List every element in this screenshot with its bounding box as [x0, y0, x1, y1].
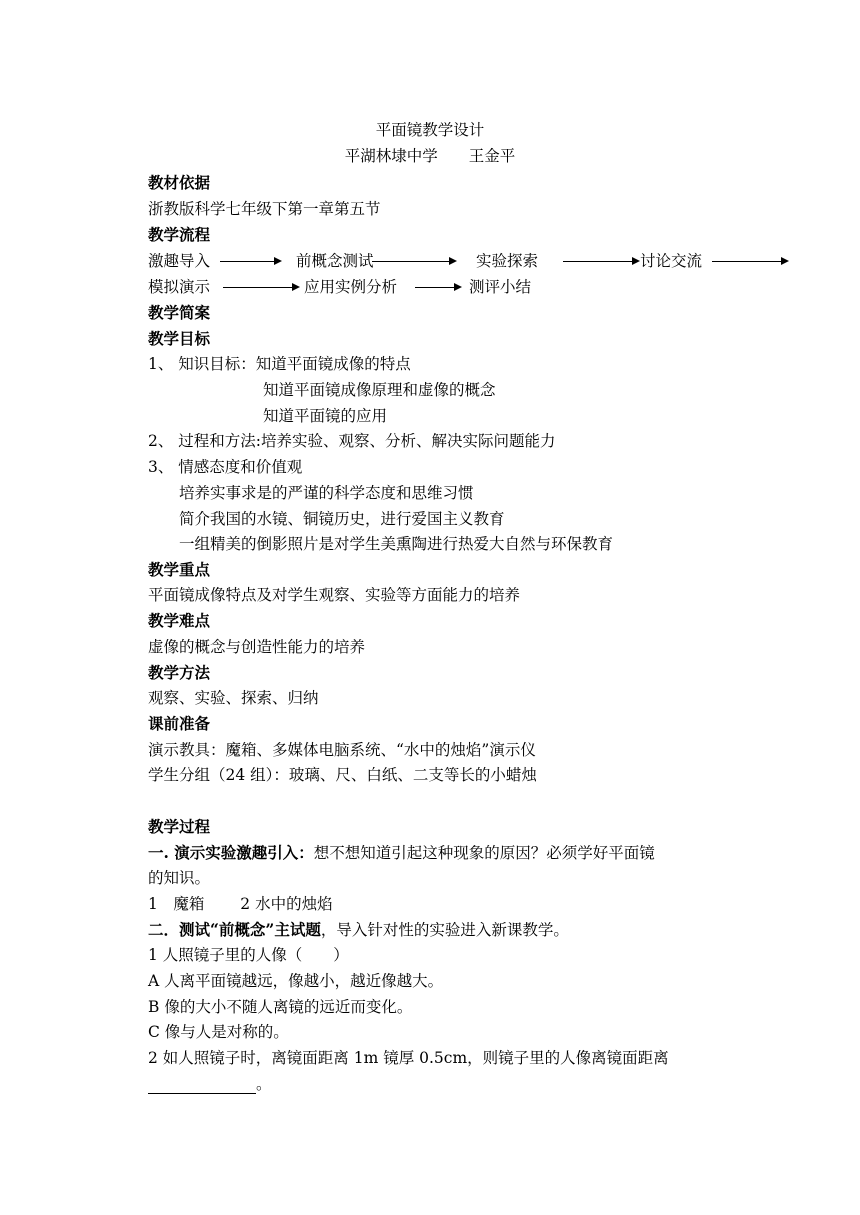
- flow-step-application: 应用实例分析: [304, 278, 398, 296]
- flow-arrow: [223, 287, 293, 288]
- question-1-option-c: C 像与人是对称的。: [148, 1023, 289, 1041]
- flow-step-pretest: 前概念测试: [296, 252, 374, 270]
- method-text: 观察、实验、探索、归纳: [148, 689, 319, 707]
- step1-items: 1 魔箱 2 水中的烛焰: [148, 895, 333, 913]
- goal-knowledge-c: 知道平面镜的应用: [263, 407, 388, 425]
- step1-text: 想不想知道引起这种现象的原因？必须学好平面镜: [313, 844, 655, 862]
- question-1-option-a: A 人离平面镜越远，像越小，越近像越大。: [148, 972, 444, 990]
- difficulty-text: 虚像的概念与创造性能力的培养: [148, 638, 366, 656]
- method-heading: 教学方法: [148, 663, 211, 682]
- flow-step-simulation: 模拟演示: [148, 278, 211, 296]
- process-heading: 教学过程: [148, 817, 211, 836]
- difficulty-heading: 教学难点: [148, 611, 211, 630]
- prep-text-demo: 演示教具：魔箱、多媒体电脑系统、“水中的烛焰”演示仪: [148, 741, 536, 759]
- question-1: 1 人照镜子里的人像（ ）: [148, 946, 349, 964]
- question-2: 2 如人照镜子时，离镜面距离 1m 镜厚 0.5cm，则镜子里的人像离镜面距离: [148, 1049, 669, 1067]
- goal-attitude-a: 培养实事求是的严谨的科学态度和思维习惯: [179, 484, 474, 502]
- flow-arrow: [415, 287, 455, 288]
- flow-arrow: [372, 261, 450, 262]
- step1-continuation: 的知识。: [148, 869, 211, 887]
- flow-arrow: [220, 261, 275, 262]
- step2-line: [148, 920, 569, 940]
- flow-heading: 教学流程: [148, 225, 211, 244]
- key-heading: 教学重点: [148, 560, 211, 579]
- goal-attitude: 3、 情感态度和价值观: [148, 458, 303, 476]
- flow-arrow: [563, 261, 633, 262]
- prep-text-student: 学生分组（24 组）：玻璃、尺、白纸、二支等长的小蜡烛: [148, 766, 537, 784]
- prep-heading: 课前准备: [148, 714, 211, 733]
- goal-process: 2、 过程和方法:培养实验、观察、分析、解决实际问题能力: [148, 432, 556, 450]
- flow-step-summary: 测评小结: [469, 278, 532, 296]
- basis-heading: 教材依据: [148, 173, 211, 192]
- question-2-answer-line: [148, 1074, 272, 1094]
- document-title: 平面镜教学设计: [375, 121, 485, 139]
- key-text: 平面镜成像特点及对学生观察、实验等方面能力的培养: [148, 586, 521, 604]
- step1-line: [148, 843, 655, 863]
- step1-title: 一. 演示实验激趣引入：: [148, 843, 314, 862]
- plan-heading: 教学简案: [148, 303, 211, 322]
- flow-step-experiment: 实验探索: [476, 252, 539, 270]
- step2-text: ，导入针对性的实验进入新课教学。: [320, 921, 569, 939]
- flow-step-discussion: 讨论交流: [640, 252, 703, 270]
- flow-step-intro: 激趣导入: [148, 252, 211, 270]
- flow-arrow: [712, 261, 782, 262]
- goal-attitude-c: 一组精美的倒影照片是对学生美熏陶进行热爱大自然与环保教育: [179, 535, 614, 553]
- answer-blank: [148, 1077, 256, 1094]
- step2-title: 二．测试“前概念”主试题: [148, 920, 321, 939]
- goals-heading: 教学目标: [148, 329, 211, 348]
- goal-attitude-b: 简介我国的水镜、铜镜历史，进行爱国主义教育: [179, 510, 505, 528]
- goal-knowledge: 1、 知识目标：知道平面镜成像的特点: [148, 355, 411, 373]
- basis-text: 浙教版科学七年级下第一章第五节: [148, 200, 381, 218]
- author-line: 平湖林埭中学 王金平: [344, 147, 516, 165]
- question-1-option-b: B 像的大小不随人离镜的远近而变化。: [148, 998, 413, 1016]
- question-2-end: 。: [256, 1075, 272, 1093]
- goal-knowledge-b: 知道平面镜成像原理和虚像的概念: [263, 381, 496, 399]
